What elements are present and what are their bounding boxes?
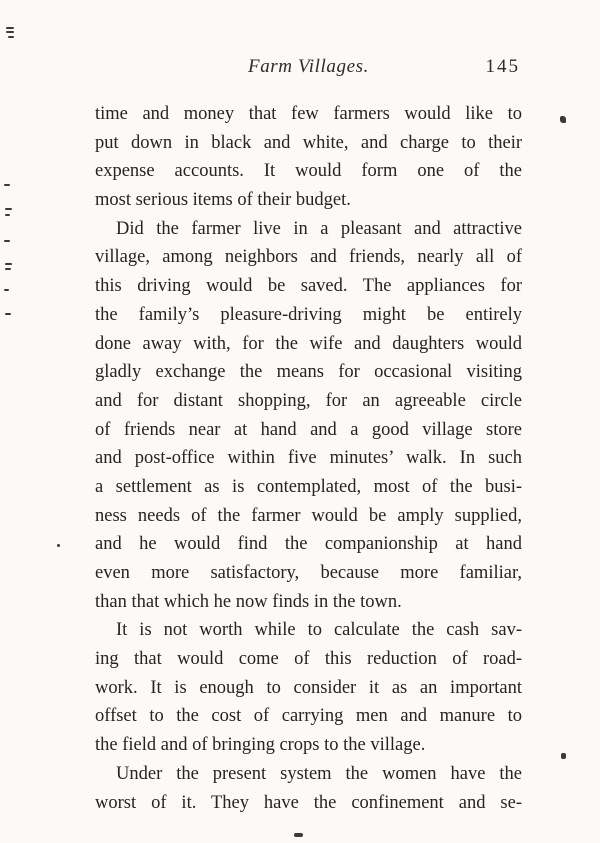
page-header [95, 56, 522, 82]
text-line: and he would find the companionship at hand [95, 534, 522, 555]
text-line: the family’s pleasure-driving might be entirely [95, 304, 522, 325]
text-line: of friends near at hand and a good village store [95, 419, 522, 440]
scan-artifact [5, 268, 11, 270]
scan-artifact [4, 184, 10, 186]
text-line: and post-office within five minutes’ walk. In such [95, 448, 522, 469]
scan-artifact [6, 27, 14, 29]
scan-artifact [5, 313, 11, 315]
text-line: Did the farmer live in a pleasant and attractive [116, 218, 522, 239]
scan-artifact [5, 208, 12, 210]
text-line: time and money that few farmers would like to [95, 104, 522, 124]
scan-artifact [5, 263, 12, 265]
scan-artifact [294, 833, 303, 837]
text-line: put down in black and white, and charge to their [95, 132, 522, 153]
page-body [95, 100, 522, 817]
scan-artifact [560, 116, 566, 123]
text-line: village, among neighbors and friends, nearly all of [95, 247, 522, 268]
scan-artifact [57, 544, 60, 547]
scan-artifact [4, 240, 10, 242]
scan-artifact [4, 289, 9, 291]
text-line: than that which he now finds in the town. [95, 591, 402, 612]
text-line: most serious items of their budget. [95, 190, 351, 211]
text-line: ness needs of the farmer would be amply supplied, [95, 505, 522, 526]
text-line: ing that would come of this reduction of road- [95, 649, 522, 670]
text-line: offset to the cost of carrying men and manure to [95, 706, 522, 727]
text-line: this driving would be saved. The appliances for [95, 276, 522, 297]
text-line: even more satisfactory, because more familiar, [95, 563, 522, 583]
text-line: the field and of bringing crops to the village. [95, 735, 426, 756]
text-line: Under the present system the women have the [116, 763, 522, 784]
scan-artifact [6, 31, 14, 33]
text-line: a settlement as is contemplated, most of the busi- [95, 476, 522, 497]
text-line: work. It is enough to consider it as an important [95, 677, 522, 698]
scan-artifact [8, 36, 14, 38]
text-line: expense accounts. It would form one of the [95, 161, 522, 182]
scan-artifact [561, 753, 566, 759]
text-line: It is not worth while to calculate the cash sav- [116, 620, 522, 641]
text-line: done away with, for the wife and daughters would [95, 333, 522, 354]
text-line: and for distant shopping, for an agreeable circle [95, 390, 522, 411]
running-head-title: Farm Villages. [248, 56, 369, 77]
scan-artifact [5, 214, 10, 216]
page-number: 145 [485, 56, 520, 77]
text-line: worst of it. They have the confinement and se- [95, 792, 522, 813]
text-line: gladly exchange the means for occasional visiting [95, 362, 522, 383]
